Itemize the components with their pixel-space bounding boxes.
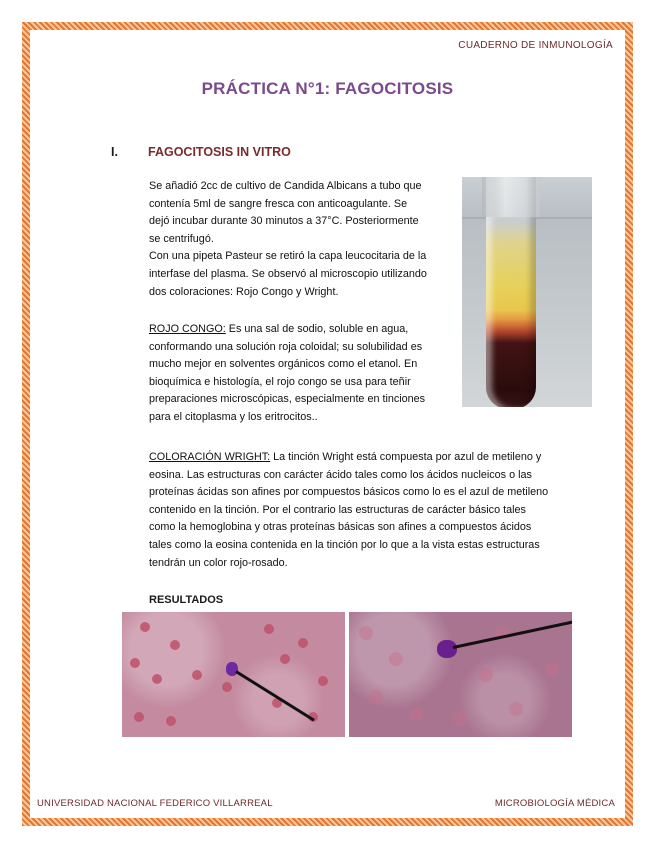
wright-line: eosina. Las estructuras con carácter ácido tales como los ácidos nucleicos o las <box>149 468 532 481</box>
wright-paragraph <box>149 449 589 572</box>
footer-course: MICROBIOLOGÍA MÉDICA <box>494 798 615 809</box>
rojo-congo-line: conformando una solución roja coloidal; su solubilidad es <box>149 340 423 353</box>
procedure-line: Con una pipeta Pasteur se retiró la capa leucocitaria de la <box>149 250 427 263</box>
wright-line: tales como la eosina contenida en la tinción por lo que a la vista estas estructuras <box>149 538 540 551</box>
procedure-line: se centrifugó. <box>149 232 214 245</box>
erythrocyte <box>166 716 176 726</box>
micrograph-congo-red <box>122 612 345 737</box>
pointer <box>453 620 572 649</box>
procedure-paragraph <box>149 178 454 301</box>
micrograph-wright <box>349 612 572 737</box>
procedure-line: contenía 5ml de sangre fresca con anticoagulante. Se <box>149 197 408 210</box>
erythrocyte <box>140 622 150 632</box>
wright-term: COLORACIÓN WRIGHT: <box>149 451 271 463</box>
page-title: PRÁCTICA N°1: FAGOCITOSIS <box>201 79 454 98</box>
erythrocyte <box>264 624 274 634</box>
rojo-congo-paragraph <box>149 321 454 427</box>
procedure-line: dejó incubar durante 30 minutos a 37°C. Posteriormente <box>149 215 419 228</box>
rojo-congo-line: preparaciones microscópicas, especialmente en tinciones <box>149 393 426 406</box>
procedure-line: Se añadió 2cc de cultivo de Candida Albicans a tubo que <box>149 180 422 192</box>
section-number: I. <box>111 145 118 159</box>
rojo-congo-line: bioquímica e histología, el rojo congo se usa para teñir <box>149 375 411 388</box>
rojo-congo-line-start: Es una sal de sodio, soluble en agua, <box>225 323 409 335</box>
erythrocyte <box>545 662 559 676</box>
erythrocyte <box>389 652 403 666</box>
erythrocyte <box>318 676 328 686</box>
pointer <box>235 670 315 721</box>
wright-line: contenido en la tinción. Por el contrario las estructuras de carácter básico tales <box>149 503 526 516</box>
erythrocyte <box>222 682 232 692</box>
tube-rim <box>482 177 540 217</box>
erythrocyte <box>409 708 423 722</box>
erythrocyte <box>369 690 383 704</box>
erythrocyte <box>359 626 373 640</box>
erythrocyte <box>130 658 140 668</box>
wright-line-start: La tinción Wright está compuesta por azul de metileno y <box>270 451 542 463</box>
wright-line: como la hemoglobina y otras proteínas básicas son afines a compuestos ácidos <box>149 521 532 534</box>
section-title: FAGOCITOSIS IN VITRO <box>148 145 291 159</box>
erythrocyte <box>134 712 144 722</box>
rojo-congo-first-line <box>149 321 454 339</box>
erythrocyte <box>192 670 202 680</box>
erythrocyte <box>170 640 180 650</box>
rojo-congo-line: mucho mejor en solventes orgánicos como el etanol. En <box>149 358 418 371</box>
procedure-line: interfase del plasma. Se observó al microscopio utilizando <box>149 267 427 280</box>
erythrocyte <box>280 654 290 664</box>
centrifuged-tube-photo <box>462 177 592 407</box>
footer-university: UNIVERSIDAD NACIONAL FEDERICO VILLARREAL <box>37 798 273 809</box>
phagocyte <box>437 640 457 658</box>
procedure-line: dos coloraciones: Rojo Congo y Wright. <box>149 285 339 298</box>
wright-first-line <box>149 449 589 467</box>
header-label: CUADERNO DE INMUNOLOGÍA <box>458 40 613 51</box>
erythrocyte <box>453 712 467 726</box>
erythrocyte <box>298 638 308 648</box>
erythrocyte <box>152 674 162 684</box>
rojo-congo-line: para el citoplasma y los eritrocitos.. <box>149 410 318 423</box>
results-heading: RESULTADOS <box>149 594 224 606</box>
erythrocyte <box>509 702 523 716</box>
wright-line: tendrán un color rojo-rosado. <box>149 556 288 569</box>
rojo-congo-term: ROJO CONGO: <box>149 323 226 335</box>
erythrocyte <box>479 668 493 682</box>
wright-line: proteínas ácidas son afines por compuestos básicos como lo es el azul de metileno <box>149 486 549 499</box>
